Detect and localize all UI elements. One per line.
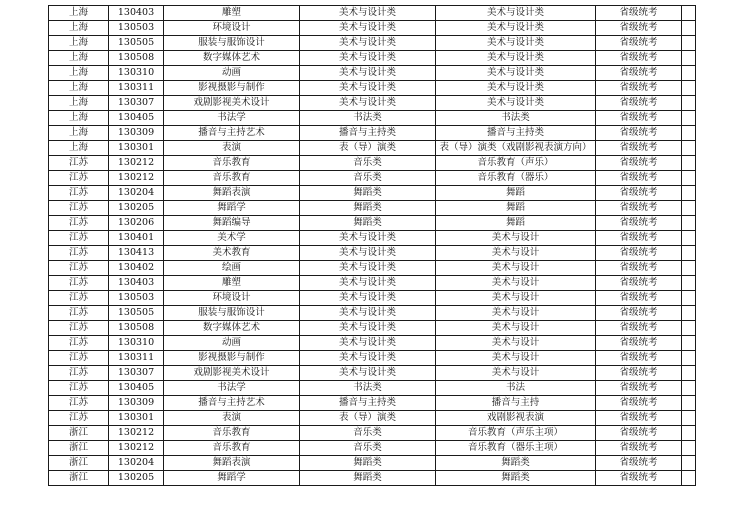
- note-cell: [682, 261, 696, 276]
- exam-category-cell: 书法类: [300, 111, 436, 126]
- exam-type-cell: 省级统考: [596, 321, 682, 336]
- exam-subcategory-cell: 播音与主持类: [436, 126, 596, 141]
- major-name-cell: 美术学: [164, 231, 300, 246]
- table-row: [49, 396, 696, 411]
- exam-subcategory-cell: 舞蹈类: [436, 456, 596, 471]
- major-name-cell: 雕塑: [164, 276, 300, 291]
- major-code-cell: 130508: [109, 321, 164, 336]
- exam-category-cell: 音乐类: [300, 426, 436, 441]
- exam-subcategory-cell: 播音与主持: [436, 396, 596, 411]
- major-name-cell: 舞蹈学: [164, 471, 300, 486]
- major-name-cell: 美术教育: [164, 246, 300, 261]
- major-name-cell: 绘画: [164, 261, 300, 276]
- province-cell: 江苏: [49, 381, 109, 396]
- exam-subcategory-cell: 美术与设计: [436, 246, 596, 261]
- exam-category-cell: 美术与设计类: [300, 96, 436, 111]
- exam-subcategory-cell: 美术与设计类: [436, 81, 596, 96]
- note-cell: [682, 81, 696, 96]
- major-code-cell: 130307: [109, 366, 164, 381]
- major-name-cell: 表演: [164, 141, 300, 156]
- table-row: [49, 276, 696, 291]
- note-cell: [682, 51, 696, 66]
- major-code-cell: 130309: [109, 396, 164, 411]
- exam-category-cell: 舞蹈类: [300, 201, 436, 216]
- exam-category-cell: 美术与设计类: [300, 51, 436, 66]
- table-row: [49, 66, 696, 81]
- exam-type-cell: 省级统考: [596, 66, 682, 81]
- exam-type-cell: 省级统考: [596, 21, 682, 36]
- table-row: [49, 291, 696, 306]
- major-name-cell: 舞蹈表演: [164, 186, 300, 201]
- major-code-cell: 130508: [109, 51, 164, 66]
- exam-subcategory-cell: 戏剧影视表演: [436, 411, 596, 426]
- exam-subcategory-cell: 美术与设计: [436, 276, 596, 291]
- exam-subcategory-cell: 书法: [436, 381, 596, 396]
- table-row: [49, 81, 696, 96]
- note-cell: [682, 366, 696, 381]
- exam-subcategory-cell: 美术与设计: [436, 231, 596, 246]
- major-code-cell: 130505: [109, 36, 164, 51]
- major-code-cell: 130212: [109, 171, 164, 186]
- exam-type-cell: 省级统考: [596, 111, 682, 126]
- exam-category-cell: 美术与设计类: [300, 276, 436, 291]
- province-cell: 浙江: [49, 471, 109, 486]
- exam-subcategory-cell: 表（导）演类（戏剧影视表演方向）: [436, 141, 596, 156]
- exam-type-cell: 省级统考: [596, 96, 682, 111]
- table-row: [49, 21, 696, 36]
- major-code-cell: 130204: [109, 456, 164, 471]
- exam-type-cell: 省级统考: [596, 186, 682, 201]
- exam-category-cell: 美术与设计类: [300, 366, 436, 381]
- exam-subcategory-cell: 美术与设计类: [436, 36, 596, 51]
- table-row: [49, 441, 696, 456]
- exam-category-cell: 表（导）演类: [300, 141, 436, 156]
- province-cell: 江苏: [49, 216, 109, 231]
- table-row: [49, 231, 696, 246]
- exam-category-cell: 美术与设计类: [300, 261, 436, 276]
- major-code-cell: 130405: [109, 381, 164, 396]
- province-cell: 江苏: [49, 411, 109, 426]
- table-row: [49, 306, 696, 321]
- exam-type-cell: 省级统考: [596, 141, 682, 156]
- table-row: [49, 321, 696, 336]
- exam-category-cell: 美术与设计类: [300, 246, 436, 261]
- table-row: [49, 246, 696, 261]
- exam-subcategory-cell: 美术与设计类: [436, 96, 596, 111]
- major-name-cell: 动画: [164, 336, 300, 351]
- exam-category-cell: 美术与设计类: [300, 231, 436, 246]
- note-cell: [682, 246, 696, 261]
- note-cell: [682, 6, 696, 21]
- table-row: [49, 381, 696, 396]
- major-code-cell: 130405: [109, 111, 164, 126]
- province-cell: 江苏: [49, 336, 109, 351]
- note-cell: [682, 231, 696, 246]
- province-cell: 江苏: [49, 291, 109, 306]
- province-cell: 上海: [49, 126, 109, 141]
- exam-category-cell: 美术与设计类: [300, 306, 436, 321]
- exam-subcategory-cell: 舞蹈: [436, 201, 596, 216]
- major-code-cell: 130212: [109, 426, 164, 441]
- table-row: [49, 351, 696, 366]
- exam-type-cell: 省级统考: [596, 51, 682, 66]
- exam-subcategory-cell: 美术与设计类: [436, 51, 596, 66]
- note-cell: [682, 156, 696, 171]
- exam-type-cell: 省级统考: [596, 126, 682, 141]
- province-cell: 江苏: [49, 396, 109, 411]
- exam-subcategory-cell: 舞蹈: [436, 216, 596, 231]
- note-cell: [682, 306, 696, 321]
- note-cell: [682, 426, 696, 441]
- major-name-cell: 戏剧影视美术设计: [164, 96, 300, 111]
- note-cell: [682, 381, 696, 396]
- major-code-cell: 130503: [109, 21, 164, 36]
- exam-category-cell: 美术与设计类: [300, 21, 436, 36]
- major-code-cell: 130309: [109, 126, 164, 141]
- province-cell: 上海: [49, 111, 109, 126]
- exam-category-cell: 表（导）演类: [300, 411, 436, 426]
- exam-type-cell: 省级统考: [596, 246, 682, 261]
- admission-table: [48, 5, 696, 486]
- exam-type-cell: 省级统考: [596, 336, 682, 351]
- exam-category-cell: 播音与主持类: [300, 126, 436, 141]
- exam-category-cell: 美术与设计类: [300, 81, 436, 96]
- major-code-cell: 130505: [109, 306, 164, 321]
- exam-type-cell: 省级统考: [596, 261, 682, 276]
- major-code-cell: 130403: [109, 276, 164, 291]
- exam-subcategory-cell: 美术与设计: [436, 321, 596, 336]
- note-cell: [682, 396, 696, 411]
- note-cell: [682, 111, 696, 126]
- exam-category-cell: 美术与设计类: [300, 321, 436, 336]
- note-cell: [682, 66, 696, 81]
- table-body: [49, 6, 696, 486]
- exam-type-cell: 省级统考: [596, 81, 682, 96]
- exam-type-cell: 省级统考: [596, 456, 682, 471]
- major-code-cell: 130307: [109, 96, 164, 111]
- exam-category-cell: 舞蹈类: [300, 186, 436, 201]
- table-row: [49, 471, 696, 486]
- province-cell: 上海: [49, 141, 109, 156]
- major-code-cell: 130206: [109, 216, 164, 231]
- major-name-cell: 表演: [164, 411, 300, 426]
- note-cell: [682, 186, 696, 201]
- table-row: [49, 261, 696, 276]
- table-row: [49, 456, 696, 471]
- exam-type-cell: 省级统考: [596, 6, 682, 21]
- exam-subcategory-cell: 舞蹈: [436, 186, 596, 201]
- note-cell: [682, 96, 696, 111]
- major-name-cell: 环境设计: [164, 291, 300, 306]
- major-name-cell: 戏剧影视美术设计: [164, 366, 300, 381]
- exam-category-cell: 美术与设计类: [300, 291, 436, 306]
- exam-category-cell: 音乐类: [300, 156, 436, 171]
- table-row: [49, 201, 696, 216]
- exam-category-cell: 舞蹈类: [300, 216, 436, 231]
- exam-type-cell: 省级统考: [596, 201, 682, 216]
- exam-type-cell: 省级统考: [596, 351, 682, 366]
- note-cell: [682, 411, 696, 426]
- exam-subcategory-cell: 舞蹈类: [436, 471, 596, 486]
- province-cell: 江苏: [49, 306, 109, 321]
- major-name-cell: 播音与主持艺术: [164, 396, 300, 411]
- major-name-cell: 环境设计: [164, 21, 300, 36]
- major-name-cell: 书法学: [164, 381, 300, 396]
- note-cell: [682, 276, 696, 291]
- province-cell: 上海: [49, 81, 109, 96]
- major-code-cell: 130311: [109, 81, 164, 96]
- exam-category-cell: 美术与设计类: [300, 66, 436, 81]
- note-cell: [682, 171, 696, 186]
- note-cell: [682, 126, 696, 141]
- table-row: [49, 336, 696, 351]
- exam-subcategory-cell: 美术与设计: [436, 351, 596, 366]
- exam-subcategory-cell: 美术与设计: [436, 336, 596, 351]
- major-name-cell: 音乐教育: [164, 156, 300, 171]
- note-cell: [682, 291, 696, 306]
- province-cell: 江苏: [49, 261, 109, 276]
- major-name-cell: 数字媒体艺术: [164, 51, 300, 66]
- note-cell: [682, 471, 696, 486]
- major-name-cell: 服装与服饰设计: [164, 36, 300, 51]
- major-name-cell: 音乐教育: [164, 441, 300, 456]
- province-cell: 上海: [49, 66, 109, 81]
- major-code-cell: 130503: [109, 291, 164, 306]
- major-name-cell: 服装与服饰设计: [164, 306, 300, 321]
- major-name-cell: 舞蹈编导: [164, 216, 300, 231]
- exam-type-cell: 省级统考: [596, 306, 682, 321]
- major-name-cell: 动画: [164, 66, 300, 81]
- province-cell: 江苏: [49, 186, 109, 201]
- exam-subcategory-cell: 美术与设计: [436, 291, 596, 306]
- province-cell: 浙江: [49, 426, 109, 441]
- exam-subcategory-cell: 美术与设计: [436, 261, 596, 276]
- note-cell: [682, 201, 696, 216]
- province-cell: 江苏: [49, 156, 109, 171]
- major-code-cell: 130310: [109, 336, 164, 351]
- exam-category-cell: 美术与设计类: [300, 6, 436, 21]
- province-cell: 浙江: [49, 441, 109, 456]
- exam-subcategory-cell: 音乐教育（声乐）: [436, 156, 596, 171]
- province-cell: 上海: [49, 36, 109, 51]
- exam-type-cell: 省级统考: [596, 411, 682, 426]
- exam-category-cell: 美术与设计类: [300, 351, 436, 366]
- exam-type-cell: 省级统考: [596, 36, 682, 51]
- major-name-cell: 播音与主持艺术: [164, 126, 300, 141]
- note-cell: [682, 441, 696, 456]
- major-name-cell: 音乐教育: [164, 426, 300, 441]
- exam-type-cell: 省级统考: [596, 216, 682, 231]
- note-cell: [682, 36, 696, 51]
- province-cell: 江苏: [49, 246, 109, 261]
- exam-type-cell: 省级统考: [596, 441, 682, 456]
- major-code-cell: 130205: [109, 201, 164, 216]
- table-row: [49, 126, 696, 141]
- exam-category-cell: 美术与设计类: [300, 36, 436, 51]
- note-cell: [682, 456, 696, 471]
- exam-subcategory-cell: 美术与设计类: [436, 21, 596, 36]
- exam-subcategory-cell: 音乐教育（声乐主项）: [436, 426, 596, 441]
- major-name-cell: 影视摄影与制作: [164, 81, 300, 96]
- note-cell: [682, 321, 696, 336]
- note-cell: [682, 141, 696, 156]
- major-code-cell: 130212: [109, 441, 164, 456]
- exam-subcategory-cell: 美术与设计: [436, 306, 596, 321]
- major-code-cell: 130413: [109, 246, 164, 261]
- major-code-cell: 130204: [109, 186, 164, 201]
- table-row: [49, 156, 696, 171]
- province-cell: 上海: [49, 96, 109, 111]
- major-code-cell: 130402: [109, 261, 164, 276]
- table-row: [49, 36, 696, 51]
- exam-type-cell: 省级统考: [596, 291, 682, 306]
- exam-category-cell: 书法类: [300, 381, 436, 396]
- province-cell: 江苏: [49, 366, 109, 381]
- major-name-cell: 舞蹈学: [164, 201, 300, 216]
- province-cell: 浙江: [49, 456, 109, 471]
- exam-subcategory-cell: 美术与设计: [436, 366, 596, 381]
- major-code-cell: 130301: [109, 141, 164, 156]
- table-row: [49, 411, 696, 426]
- note-cell: [682, 336, 696, 351]
- major-code-cell: 130311: [109, 351, 164, 366]
- table-row: [49, 141, 696, 156]
- exam-type-cell: 省级统考: [596, 156, 682, 171]
- exam-category-cell: 美术与设计类: [300, 336, 436, 351]
- major-code-cell: 130401: [109, 231, 164, 246]
- exam-subcategory-cell: 音乐教育（器乐）: [436, 171, 596, 186]
- exam-subcategory-cell: 书法类: [436, 111, 596, 126]
- major-code-cell: 130310: [109, 66, 164, 81]
- major-code-cell: 130301: [109, 411, 164, 426]
- province-cell: 江苏: [49, 351, 109, 366]
- exam-type-cell: 省级统考: [596, 171, 682, 186]
- table-row: [49, 171, 696, 186]
- exam-type-cell: 省级统考: [596, 381, 682, 396]
- table-row: [49, 186, 696, 201]
- province-cell: 江苏: [49, 231, 109, 246]
- exam-subcategory-cell: 美术与设计类: [436, 6, 596, 21]
- major-name-cell: 数字媒体艺术: [164, 321, 300, 336]
- exam-type-cell: 省级统考: [596, 231, 682, 246]
- exam-type-cell: 省级统考: [596, 396, 682, 411]
- major-code-cell: 130205: [109, 471, 164, 486]
- note-cell: [682, 21, 696, 36]
- major-name-cell: 舞蹈表演: [164, 456, 300, 471]
- province-cell: 江苏: [49, 276, 109, 291]
- major-name-cell: 雕塑: [164, 6, 300, 21]
- note-cell: [682, 351, 696, 366]
- exam-category-cell: 舞蹈类: [300, 471, 436, 486]
- province-cell: 江苏: [49, 321, 109, 336]
- exam-category-cell: 音乐类: [300, 171, 436, 186]
- major-name-cell: 书法学: [164, 111, 300, 126]
- exam-category-cell: 舞蹈类: [300, 456, 436, 471]
- major-name-cell: 音乐教育: [164, 171, 300, 186]
- note-cell: [682, 216, 696, 231]
- exam-category-cell: 播音与主持类: [300, 396, 436, 411]
- province-cell: 江苏: [49, 171, 109, 186]
- major-code-cell: 130403: [109, 6, 164, 21]
- major-name-cell: 影视摄影与制作: [164, 351, 300, 366]
- table-row: [49, 6, 696, 21]
- table-row: [49, 426, 696, 441]
- exam-type-cell: 省级统考: [596, 426, 682, 441]
- province-cell: 江苏: [49, 201, 109, 216]
- exam-subcategory-cell: 美术与设计类: [436, 66, 596, 81]
- exam-type-cell: 省级统考: [596, 276, 682, 291]
- exam-type-cell: 省级统考: [596, 471, 682, 486]
- province-cell: 上海: [49, 6, 109, 21]
- table-row: [49, 366, 696, 381]
- table-row: [49, 111, 696, 126]
- exam-category-cell: 音乐类: [300, 441, 436, 456]
- exam-type-cell: 省级统考: [596, 366, 682, 381]
- table-row: [49, 51, 696, 66]
- province-cell: 上海: [49, 21, 109, 36]
- exam-subcategory-cell: 音乐教育（器乐主项）: [436, 441, 596, 456]
- major-code-cell: 130212: [109, 156, 164, 171]
- province-cell: 上海: [49, 51, 109, 66]
- table-row: [49, 216, 696, 231]
- table-row: [49, 96, 696, 111]
